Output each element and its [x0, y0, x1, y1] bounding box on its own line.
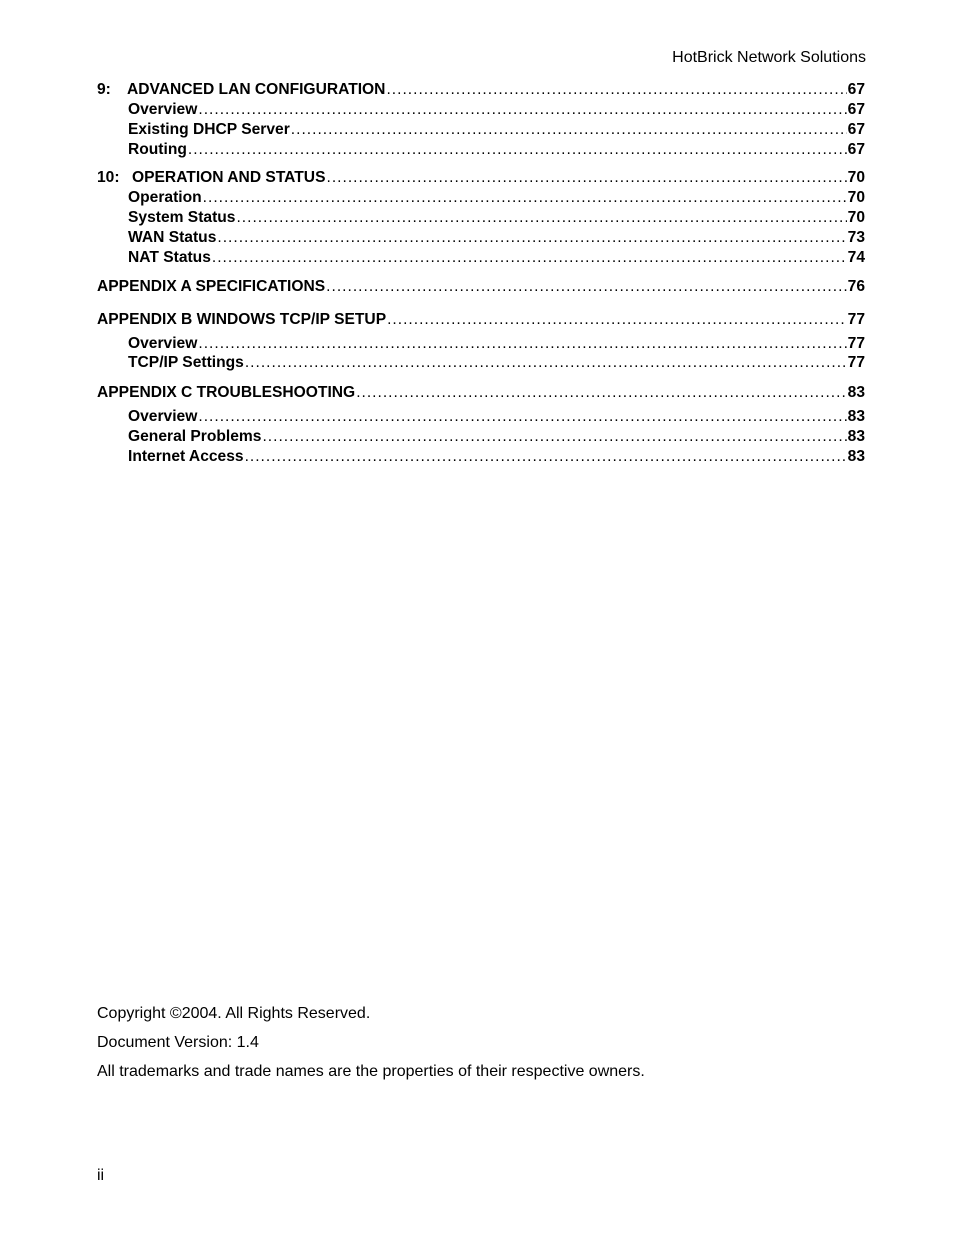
toc-entry-title: WAN Status [128, 228, 217, 246]
toc-page-number: 70 [847, 209, 865, 227]
toc-page-number: 76 [847, 277, 865, 295]
toc-leader [212, 248, 847, 268]
trademark-notice: All trademarks and trade names are the properties of their respective owners. [97, 1063, 645, 1080]
toc-entry-title: Internet Access [128, 447, 244, 465]
toc-page-number: 70 [847, 189, 865, 207]
toc-leader [245, 353, 847, 373]
copyright-line: Copyright ©2004. All Rights Reserved. [97, 1005, 371, 1022]
toc-entry-title: Overview [128, 334, 198, 352]
toc-page-number: 67 [847, 81, 865, 98]
toc-entry-appendix-b[interactable] [97, 310, 865, 330]
toc-entry-tcpip-settings[interactable] [97, 353, 865, 373]
toc-page-number: 77 [847, 334, 865, 352]
toc-entry-section-10[interactable] [97, 168, 865, 188]
toc-leader [262, 427, 846, 447]
toc-entry-overview[interactable] [97, 334, 865, 354]
toc-leader [198, 407, 846, 427]
toc-page-number: 67 [847, 101, 865, 118]
toc-leader [291, 120, 847, 140]
document-version: Document Version: 1.4 [97, 1034, 259, 1051]
toc-leader [217, 228, 846, 248]
toc-entry-title: System Status [128, 209, 236, 227]
toc-leader [387, 310, 847, 330]
toc-entry-wan-status[interactable] [97, 228, 865, 248]
toc-section-number: 9: [97, 81, 111, 98]
toc-page-number: 67 [847, 140, 865, 158]
toc-section-title: APPENDIX A SPECIFICATIONS [97, 277, 326, 295]
toc-entry-internet-access[interactable] [97, 447, 865, 467]
toc-entry-routing[interactable] [97, 140, 865, 160]
toc-entry-appendix-a[interactable] [97, 277, 865, 297]
toc-leader [188, 140, 847, 160]
running-header: HotBrick Network Solutions [672, 49, 866, 66]
toc-entry-appendix-c[interactable] [97, 383, 865, 403]
toc-leader [326, 168, 846, 188]
toc-page-number: 83 [847, 408, 865, 426]
toc-entry-title: Operation [128, 189, 202, 207]
toc-entry-title: Existing DHCP Server [128, 120, 290, 138]
toc-page-number: 83 [847, 384, 865, 402]
toc-page-number: 70 [847, 169, 865, 187]
toc-entry-section-9[interactable] [97, 80, 865, 100]
toc-entry-title: TCP/IP Settings [128, 354, 244, 372]
toc-page-number: 74 [847, 248, 865, 266]
toc-entry-title: Overview [128, 101, 198, 118]
toc-leader [236, 208, 846, 228]
toc-entry-title: General Problems [128, 427, 262, 445]
toc-page-number: 73 [847, 228, 865, 246]
toc-entry-title: Overview [128, 408, 198, 426]
toc-section-title: APPENDIX B WINDOWS TCP/IP SETUP [97, 310, 387, 328]
toc-entry-title: NAT Status [128, 248, 211, 266]
toc-entry-general-problems[interactable] [97, 427, 865, 447]
toc-page-number: 77 [847, 310, 865, 328]
toc-section-title: ADVANCED LAN CONFIGURATION [127, 81, 386, 98]
toc-entry-existing-dhcp-server[interactable] [97, 120, 865, 140]
toc-leader [198, 334, 846, 354]
toc-entry-overview[interactable] [97, 407, 865, 427]
toc-entry-title: Routing [128, 140, 187, 158]
toc-leader [198, 100, 846, 120]
toc-page-number: 67 [847, 120, 865, 138]
toc-leader [245, 447, 847, 467]
toc-section-title: OPERATION AND STATUS [132, 169, 326, 187]
toc-section-number: 10: [97, 169, 120, 187]
toc-entry-system-status[interactable] [97, 208, 865, 228]
toc-leader [386, 80, 846, 100]
legal-notice [97, 1004, 645, 1091]
toc-leader [203, 188, 847, 208]
toc-page-number: 77 [847, 354, 865, 372]
toc-entry-operation[interactable] [97, 188, 865, 208]
toc-entry-nat-status[interactable] [97, 248, 865, 268]
page-number: ii [97, 1167, 105, 1184]
toc-leader [326, 277, 846, 297]
toc-page-number: 83 [847, 447, 865, 465]
toc-page-number: 83 [847, 427, 865, 445]
toc-entry-overview[interactable] [97, 100, 865, 120]
table-of-contents [97, 78, 865, 467]
toc-section-title: APPENDIX C TROUBLESHOOTING [97, 384, 356, 402]
toc-leader [356, 383, 846, 403]
